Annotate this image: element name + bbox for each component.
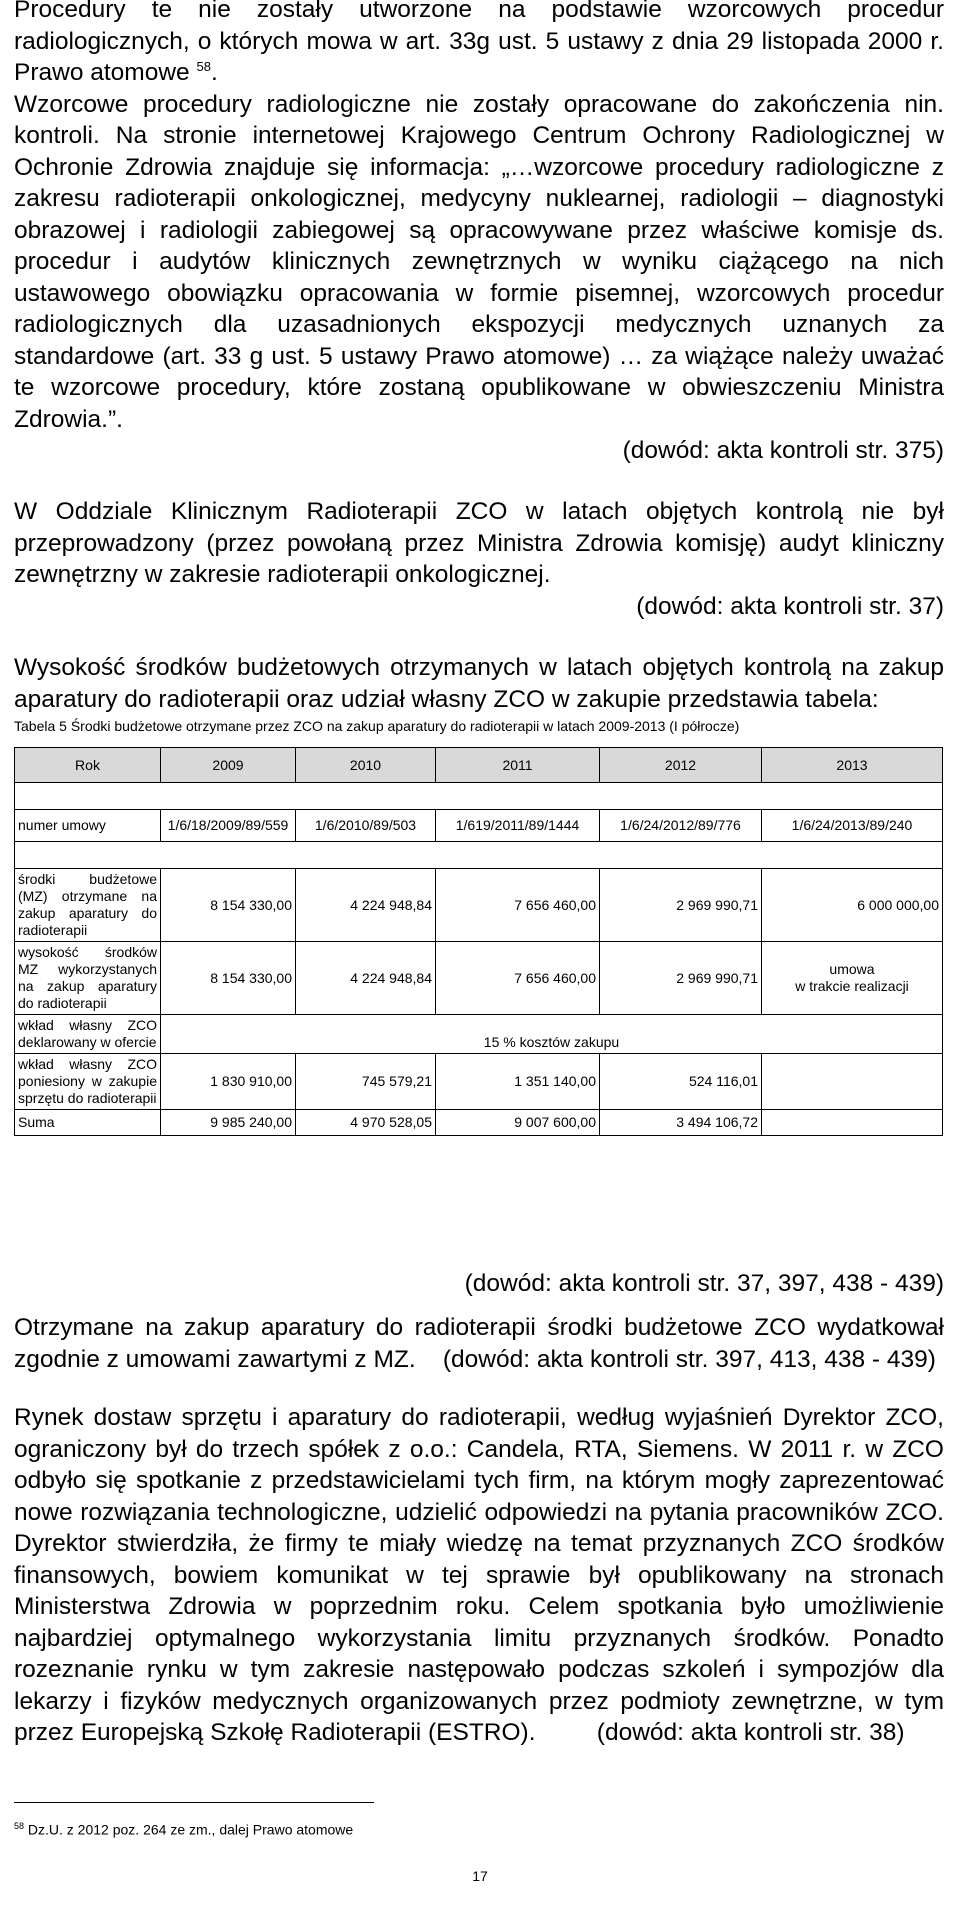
- header-cell: 2011: [436, 748, 600, 783]
- table-cell: 3 494 106,72: [600, 1110, 762, 1136]
- table-cell: 1 830 910,00: [161, 1054, 296, 1110]
- spent-paragraph: [14, 1312, 944, 1375]
- spent-proof: (dowód: akta kontroli str. 397, 413, 438 - 439): [442, 1345, 936, 1373]
- table-row-own-incurred: [15, 1054, 943, 1110]
- header-cell: 2010: [296, 748, 436, 783]
- audit-section: [14, 496, 944, 622]
- intro-text: Procedury te nie zostały utworzone na podstawie wzorcowych procedur radiologicznych, o których mowa w art. 33g ust. 5 ustawy z dnia 29 listopada 2000 r. Prawo atomowe: [14, 0, 944, 86]
- table-cell: 7 656 460,00: [436, 942, 600, 1015]
- table-row-own-declared: [15, 1015, 943, 1054]
- table-cell: 6 000 000,00: [762, 869, 943, 942]
- table-cell: 1/619/2011/89/1444: [436, 810, 600, 842]
- row-label: numer umowy: [15, 810, 161, 842]
- audit-paragraph: W Oddziale Klinicznym Radioterapii ZCO w latach objętych kontrolą nie był przeprowadzony (przez powołaną przez Ministra Zdrowia komisję) audyt kliniczny zewnętrzny w zakresie radioterapii onkologicznej.: [14, 498, 944, 588]
- table-cell: 4 224 948,84: [296, 942, 436, 1015]
- header-cell: 2009: [161, 748, 296, 783]
- table-cell: 1/6/2010/89/503: [296, 810, 436, 842]
- market-proof: (dowód: akta kontroli str. 38): [596, 1719, 905, 1746]
- footnote-number: 58: [14, 1821, 25, 1831]
- table-row-funds-mz: [15, 869, 943, 942]
- intro-paragraph: [14, 0, 944, 89]
- row-label: Suma: [15, 1110, 161, 1136]
- funds-intro-paragraph: Wysokość środków budżetowych otrzymanych w latach objętych kontrolą na zakup aparatury do radioterapii oraz udział własny ZCO w zakupie przedstawia tabela:: [14, 654, 944, 713]
- table-cell: 1 351 140,00: [436, 1054, 600, 1110]
- table-cell: 4 970 528,05: [296, 1110, 436, 1136]
- table-proof: (dowód: akta kontroli str. 37, 397, 438 - 439): [464, 1270, 944, 1297]
- table-cell: [762, 1054, 943, 1110]
- spent-section: [14, 1312, 944, 1375]
- table-cell: [762, 1110, 943, 1136]
- table-row-sum: [15, 1110, 943, 1136]
- note-line: w trakcie realizacji: [795, 978, 909, 994]
- proof-375: (dowód: akta kontroli str. 375): [622, 437, 944, 464]
- table-cell: 9 007 600,00: [436, 1110, 600, 1136]
- table-cell: 8 154 330,00: [161, 942, 296, 1015]
- table-spacer-row: [15, 842, 943, 869]
- table-cell: 2 969 990,71: [600, 942, 762, 1015]
- page-number: 17: [472, 1868, 488, 1884]
- table-cell: 8 154 330,00: [161, 869, 296, 942]
- own-share-cell: 15 % kosztów zakupu: [161, 1015, 943, 1054]
- spent-text: Otrzymane na zakup aparatury do radioterapii środki budżetowe ZCO wydatkował zgodnie z umowami zawartymi z MZ.: [14, 1314, 944, 1373]
- table-spacer-row: [15, 783, 943, 810]
- row-label: środki budżetowe (MZ) otrzymane na zakup aparatury do radioterapii: [15, 869, 161, 942]
- contract-in-progress-note: [762, 942, 943, 1015]
- intro-text-end: .: [210, 59, 218, 86]
- table-cell: 1/6/24/2013/89/240: [762, 810, 943, 842]
- table-cell: 4 224 948,84: [296, 869, 436, 942]
- footnote-text: Dz.U. z 2012 poz. 264 ze zm., dalej Prawo atomowe: [24, 1821, 354, 1838]
- table-cell: 1/6/18/2009/89/559: [161, 810, 296, 842]
- market-text: Rynek dostaw sprzętu i aparatury do radioterapii, według wyjaśnień Dyrektor ZCO, ograniczony był do trzech spółek z o.o.: Candela, RTA, Siemens. W 2011 r. w ZCO odbyło się spotkanie z przedstawicielami tych firm, na którym mogły zaprezentować nowe rozwiązania technologiczne, udzielić odpowiedzi na pytania pracowników ZCO. Dyrektor stwierdziła, że firmy te miały wiedzę na temat przyznanych ZCO środków finansowych, bowiem komunikat w tej sprawie był opublikowany na stronach Ministerstwa Zdrowia w poprzednim roku. Celem spotkania było umożliwienie najbardziej optymalnego wykorzystania limitu przyznanych środków. Ponadto rozeznanie rynku w tym zakresie następowało podczas szkoleń i sympozjów dla lekarzy i fizyków medycznych organizowanych przez podmioty zewnętrzne, w tym przez Europejską Szkołę Radioterapii (ESTRO).: [14, 1404, 944, 1746]
- header-cell: 2013: [762, 748, 943, 783]
- funds-intro: [14, 652, 944, 715]
- funds-table: [14, 747, 943, 1136]
- row-label: wysokość środków MZ wykorzystanych na zakup aparatury do radioterapii: [15, 942, 161, 1015]
- footnote: [14, 1817, 353, 1839]
- header-cell: 2012: [600, 748, 762, 783]
- table-cell: 7 656 460,00: [436, 869, 600, 942]
- table-cell: 2 969 990,71: [600, 869, 762, 942]
- market-paragraph: [14, 1402, 944, 1749]
- table-cell: 524 116,01: [600, 1054, 762, 1110]
- row-label: wkład własny ZCO deklarowany w ofercie: [15, 1015, 161, 1054]
- intro-section: [14, 0, 944, 467]
- table-header-row: [15, 748, 943, 783]
- note-line: umowa: [829, 961, 875, 977]
- footnote-ref[interactable]: 58: [196, 58, 211, 74]
- table-row-contract: [15, 810, 943, 842]
- table-row-funds-used: [15, 942, 943, 1015]
- table-caption: Tabela 5 Środki budżetowe otrzymane przez ZCO na zakup aparatury do radioterapii w latach 2009-2013 (I półrocze): [14, 718, 740, 734]
- table-cell: 745 579,21: [296, 1054, 436, 1110]
- table-cell: 9 985 240,00: [161, 1110, 296, 1136]
- table-cell: 1/6/24/2012/89/776: [600, 810, 762, 842]
- footnote-separator: [14, 1802, 374, 1803]
- row-label: wkład własny ZCO poniesiony w zakupie sprzętu do radioterapii: [15, 1054, 161, 1110]
- standard-procedures-paragraph: Wzorcowe procedury radiologiczne nie zostały opracowane do zakończenia nin. kontroli. Na stronie internetowej Krajowego Centrum Ochrony Radiologicznej w Ochronie Zdrowia znajduje się informacja: „…wzorcowe procedury radiologiczne z zakresu radioterapii onkologicznej, medycyny nuklearnej, radiologii – diagnostyki obrazowej i radiologii zabiegowej są opracowywane przez właściwe komisje ds. procedur i audytów klinicznych zewnętrznych w wyniku ciążącego na nich ustawowego obowiązku opracowania w formie pisemnej, wzorcowych procedur radiologicznych dla uzasadnionych ekspozycji medycznych uznanych za standardowe (art. 33 g ust. 5 ustawy Prawo atomowe) … za wiążące należy uważać te wzorcowe procedury, które zostaną opublikowane w obwieszczeniu Ministra Zdrowia.”.: [14, 90, 944, 433]
- proof-37: (dowód: akta kontroli str. 37): [636, 592, 944, 620]
- market-section: [14, 1402, 944, 1749]
- header-cell: Rok: [15, 748, 161, 783]
